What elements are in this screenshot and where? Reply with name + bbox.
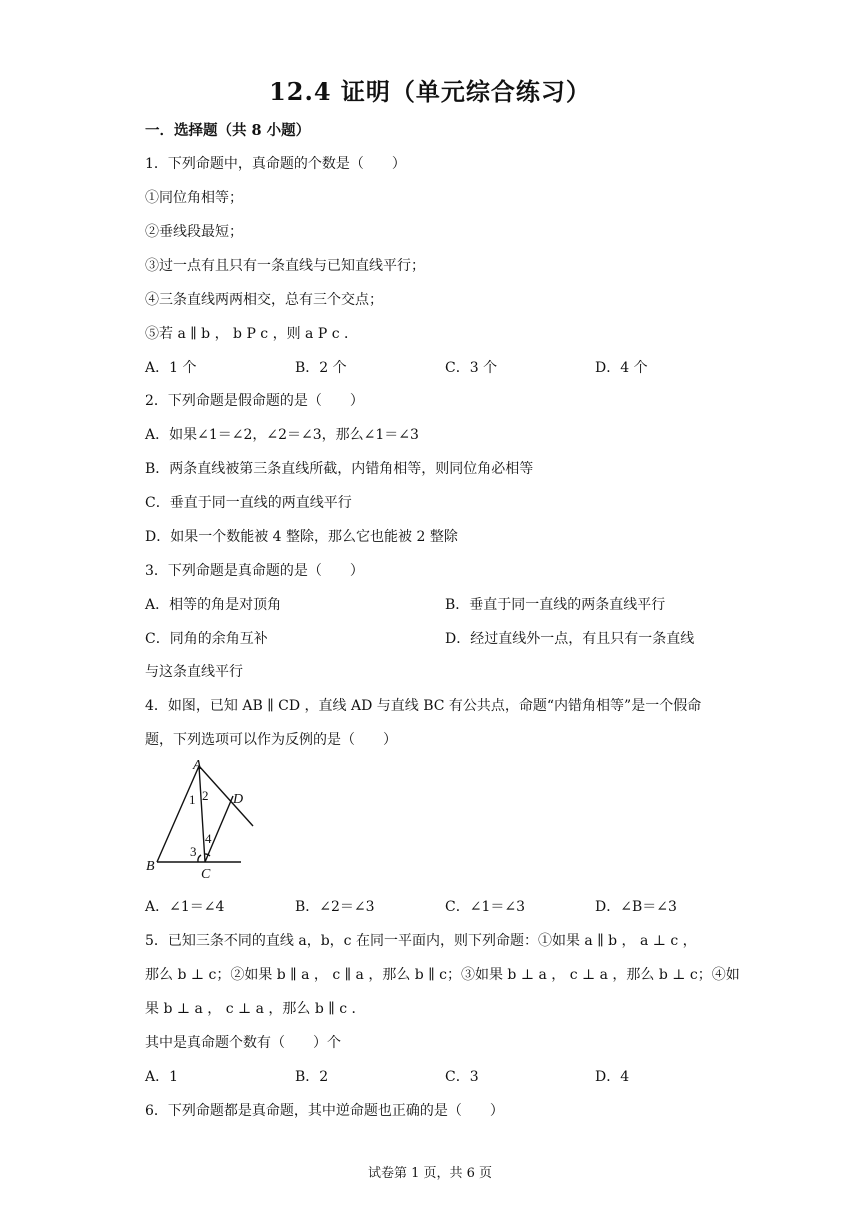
point-d-label: D xyxy=(233,792,244,807)
q5-option-a: A．1 xyxy=(145,1069,179,1085)
q1-option-b: B．2 个 xyxy=(295,360,347,376)
q2-option-a: A．如果∠1＝∠2，∠2＝∠3，那么∠1＝∠3 xyxy=(145,427,419,443)
angle-3-label: 3 xyxy=(190,844,197,859)
q4-option-c: C．∠1＝∠3 xyxy=(445,899,525,915)
point-b-label: B xyxy=(146,859,155,874)
q3-option-d: D．经过直线外一点，有且只有一条直线 xyxy=(445,631,695,647)
q1-stem: 1．下列命题中，真命题的个数是（ ） xyxy=(145,156,406,172)
q1-option-a: A．1 个 xyxy=(145,360,197,376)
q2-option-b: B．两条直线被第三条直线所截，内错角相等，则同位角必相等 xyxy=(145,461,534,477)
q2-stem: 2．下列命题是假命题的是（ ） xyxy=(145,393,364,409)
q4-option-b: B．∠2＝∠3 xyxy=(295,899,375,915)
q4-geometry-figure xyxy=(143,756,258,882)
q5-stem-line-2: 那么 b ⊥ c；②如果 b ∥ a ， c ∥ a ，那么 b ∥ c；③如果 b ⊥ a ， c ⊥ a ，那么 b ⊥ c；④如 xyxy=(145,967,740,983)
q2-option-c: C．垂直于同一直线的两直线平行 xyxy=(145,495,352,511)
q3-stem: 3．下列命题是真命题的是（ ） xyxy=(145,563,364,579)
q1-statement-5: ⑤若 a ∥ b ， b P c ，则 a P c ． xyxy=(145,326,359,342)
q4-option-a: A．∠1＝∠4 xyxy=(145,899,225,915)
q3-option-b: B．垂直于同一直线的两条直线平行 xyxy=(445,597,666,613)
q5-stem-line-3: 果 b ⊥ a ， c ⊥ a ，那么 b ∥ c ． xyxy=(145,1001,366,1017)
q5-option-c: C．3 xyxy=(445,1069,479,1085)
q1-option-c: C．3 个 xyxy=(445,360,498,376)
q1-statement-3: ③过一点有且只有一条直线与已知直线平行； xyxy=(145,258,425,274)
q1-statement-4: ④三条直线两两相交，总有三个交点； xyxy=(145,292,383,308)
angle-1-label: 1 xyxy=(189,792,196,807)
q1-statement-1: ①同位角相等； xyxy=(145,190,243,206)
q5-stem-line-1: 5．已知三条不同的直线 a，b，c 在同一平面内，则下列命题：①如果 a ∥ b ， a ⊥ c ， xyxy=(145,933,697,949)
q4-option-d: D．∠B＝∠3 xyxy=(595,899,677,915)
q3-option-a: A．相等的角是对顶角 xyxy=(145,597,282,613)
section-heading: 一．选择题（共 8 小题） xyxy=(145,122,311,139)
q1-statement-2: ②垂线段最短； xyxy=(145,224,243,240)
point-a-label: A xyxy=(193,758,202,773)
angle-4-label: 4 xyxy=(205,831,212,846)
q3-option-c: C．同角的余角互补 xyxy=(145,631,268,647)
line-cd xyxy=(205,796,233,862)
q2-option-d: D．如果一个数能被 4 整除，那么它也能被 2 整除 xyxy=(145,529,458,545)
angle-3-arc xyxy=(198,855,201,862)
q1-option-d: D．4 个 xyxy=(595,360,648,376)
angle-2-label: 2 xyxy=(202,788,209,803)
q5-stem-line-4: 其中是真命题个数有（ ）个 xyxy=(145,1035,341,1051)
q5-option-b: B．2 xyxy=(295,1069,329,1085)
q6-stem: 6．下列命题都是真命题，其中逆命题也正确的是（ ） xyxy=(145,1103,504,1119)
page-footer: 试卷第 1 页，共 6 页 xyxy=(367,1166,493,1181)
point-c-label: C xyxy=(201,867,211,882)
q4-stem-line-1: 4．如图，已知 AB ∥ CD ，直线 AD 与直线 BC 有公共点，命题“内错角相等”是一个假命 xyxy=(145,698,702,714)
q3-option-d-continued: 与这条直线平行 xyxy=(145,664,243,680)
q5-option-d: D．4 xyxy=(595,1069,630,1085)
page-title: 12.4 证明（单元综合练习） xyxy=(269,77,591,106)
line-ac xyxy=(199,766,205,862)
q4-stem-line-2: 题，下列选项可以作为反例的是（ ） xyxy=(145,732,397,748)
